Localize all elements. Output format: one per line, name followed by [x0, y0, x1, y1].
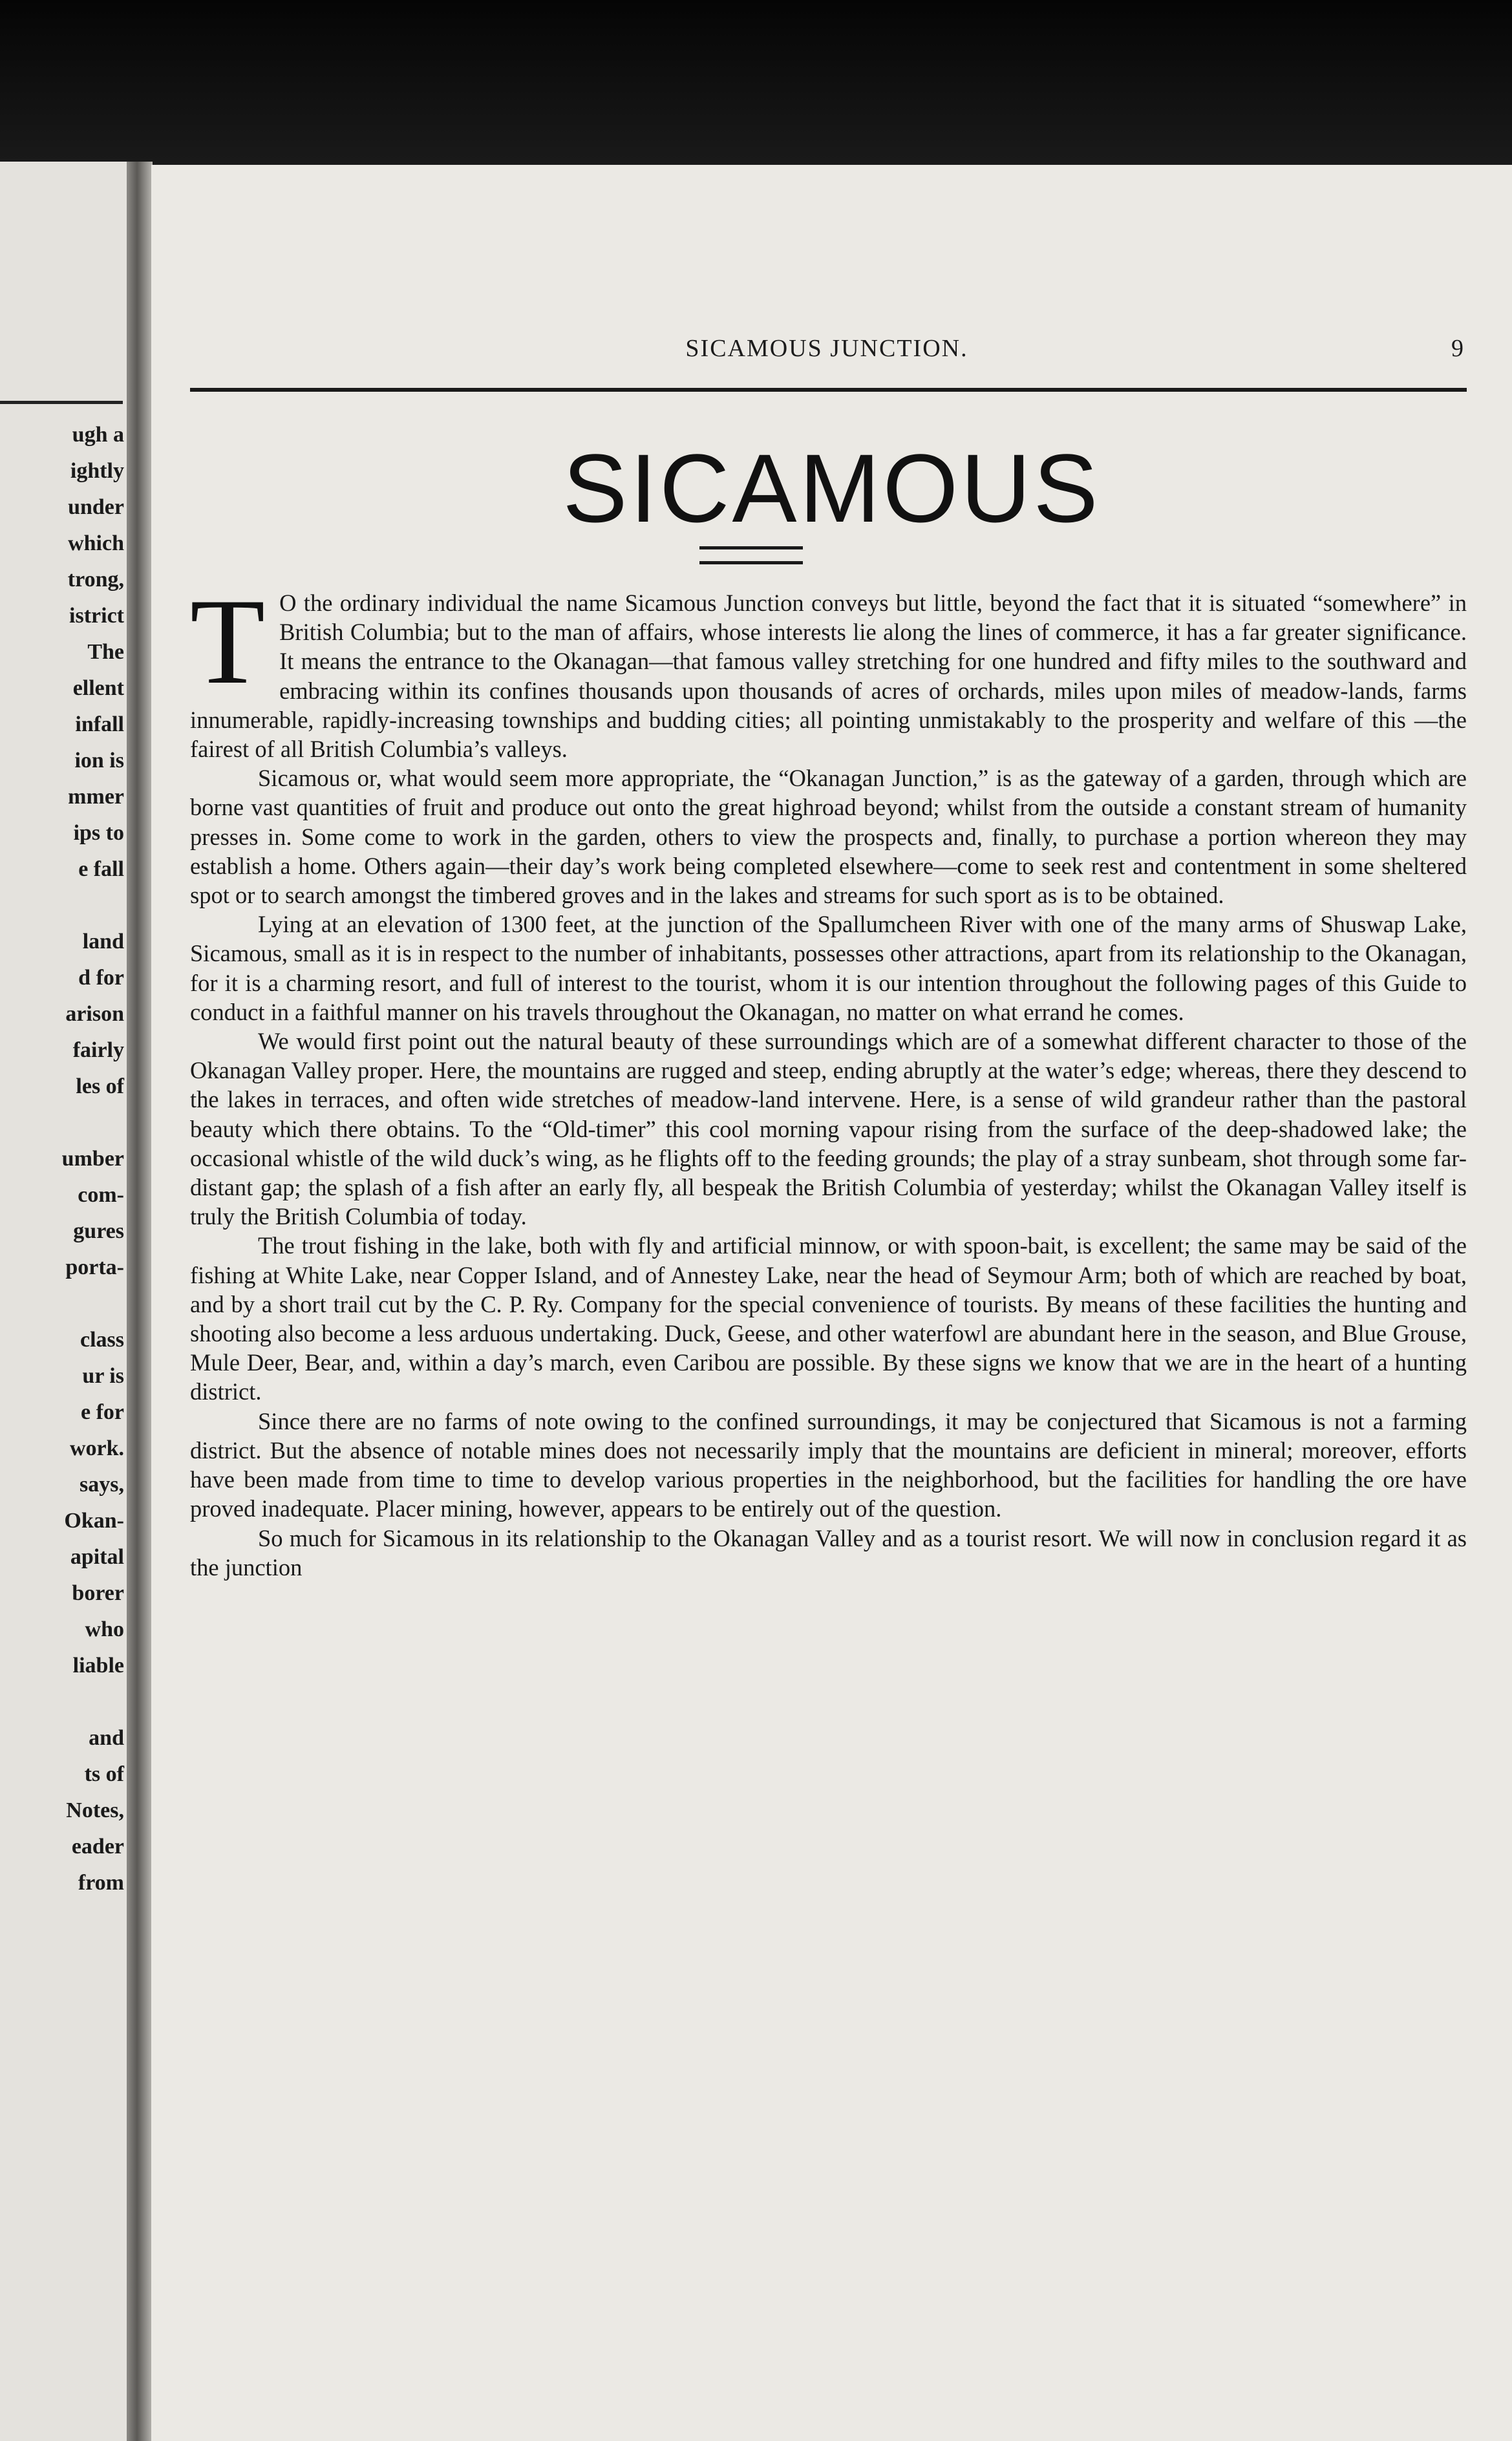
- facing-page-line: under: [68, 495, 124, 519]
- book-gutter: [127, 162, 153, 2441]
- facing-page-line: ips to: [73, 821, 124, 845]
- running-head: [190, 334, 1464, 373]
- facing-page-line: eader: [71, 1835, 124, 1859]
- paragraph: So much for Sicamous in its relationship to the Okanagan Valley and as a tourist resort. We will now in conclusion regard it as the junction: [190, 1524, 1467, 1581]
- facing-page-line: porta-: [65, 1255, 124, 1279]
- facing-page-line: Okan-: [64, 1509, 124, 1533]
- paragraph: We would first point out the natural beauty of these surroundings which are of a somewhat different character to those of the Okanagan Valley proper. Here, the mountains are rugged and steep, ending abruptly at the water’s edge; whereas, there they descend to the lakes in terraces, and often wide stretches of meadow-land intervene. Here, is a sense of wild grandeur rather than the pastoral beauty which there obtains. To the “Old-timer” this cool morning vapour rising from the surface of the deep-shadowed lake; the occasional whistle of the wild duck’s wing, as he flights off to the feeding grounds; the play of a stray sunbeam, shot through some far-distant gap; the splash of a fish after an early fly, all bespeak the British Columbia of yesterday; whilst the Okanagan Valley itself is truly the British Columbia of today.: [190, 1028, 1467, 1230]
- facing-page-line: which: [68, 531, 124, 555]
- main-page: [151, 165, 1512, 2441]
- facing-page-line: trong,: [67, 568, 124, 592]
- facing-page-line: ugh a: [72, 423, 124, 447]
- facing-page-rule: [0, 401, 123, 404]
- facing-page-line: umber: [61, 1147, 124, 1171]
- scanner-background: [0, 0, 1512, 168]
- facing-page-line: istrict: [69, 604, 124, 628]
- drop-cap: T: [190, 574, 266, 710]
- facing-page-line: com-: [78, 1183, 124, 1207]
- facing-page-fragment: [0, 162, 129, 2441]
- facing-page-line: says,: [80, 1473, 124, 1497]
- facing-page-line: e fall: [78, 857, 124, 881]
- facing-page-line: ion is: [74, 749, 124, 773]
- facing-page-line: ur is: [82, 1364, 124, 1388]
- paragraph: Sicamous or, what would seem more appropriate, the “Okanagan Junction,” is as the gateway of a garden, through which are borne vast quantities of fruit and produce out onto the great highroad beyond; whilst from the outside a constant stream of humanity presses in. Some come to work in the garden, others to view the prospects and, finally, to purchase a portion whereon they may establish a home. Others again—their day’s work being completed elsewhere—come to seek rest and contentment in some sheltered spot or to search amongst the timbered groves and in the lakes and streams for such sport as is to be obtained.: [190, 765, 1467, 909]
- facing-page-line: ellent: [72, 676, 124, 700]
- facing-page-line: land: [82, 930, 124, 954]
- paragraph: Lying at an elevation of 1300 feet, at the junction of the Spallumcheen River with one of the many arms of Shuswap Lake, Sicamous, small as it is in respect to the number of inhabitants, possesses other attractions, apart from its relationship to the Okanagan, for it is a charming resort, and full of interest to the tourist, whom it is our intention throughout the following pages of this Guide to conduct in a faithful manner on his travels throughout the Okanagan, no matter on what errand he comes.: [190, 911, 1467, 1025]
- facing-page-line: borer: [72, 1581, 124, 1605]
- facing-page-line: The: [87, 640, 124, 664]
- facing-page-line: ightly: [70, 459, 124, 483]
- facing-page-line: gures: [73, 1219, 124, 1243]
- facing-page-line: arison: [65, 1002, 124, 1026]
- paragraph: [190, 574, 1467, 763]
- running-title: SICAMOUS JUNCTION.: [685, 335, 968, 362]
- facing-page-line: d for: [78, 966, 124, 990]
- facing-page-line: work.: [69, 1436, 124, 1460]
- facing-page-line: mmer: [68, 785, 124, 809]
- paragraph-text: O the ordinary individual the name Sicamous Junction conveys but little, beyond the fact that it is situated “somewhere” in British Columbia; but to the man of affairs, whose interests lie along the lines of commerce, it has a far greater significance. It means the entrance to the Okanagan—that famous valley stretching for one hundred and fifty miles to the southward and embracing within its confines thousands upon thousands of acres of orchards, miles upon miles of meadow-lands, farms innumerable, rapidly-increasing townships and budding cities; all pointing unmistakably to the prosperity and welfare of this —the fairest of all British Columbia’s valleys.: [190, 590, 1467, 763]
- facing-page-line: liable: [72, 1654, 124, 1678]
- facing-page-line: from: [78, 1871, 124, 1895]
- article-body: [190, 574, 1467, 1582]
- facing-page-line: class: [80, 1328, 124, 1352]
- facing-page-line: fairly: [72, 1038, 124, 1062]
- title-double-rule: [699, 546, 803, 564]
- facing-page-line: infall: [75, 712, 124, 736]
- facing-page-line: Notes,: [66, 1798, 124, 1822]
- paragraph: Since there are no farms of note owing to the confined surroundings, it may be conjectured that Sicamous is not a farming district. But the absence of notable mines does not necessarily imply that the mountains are deficient in mineral; moreover, efforts have been made from time to time to develop various properties in the neighborhood, but the facilities for handling the ore have proved inadequate. Placer mining, however, appears to be entirely out of the question.: [190, 1407, 1467, 1522]
- facing-page-line: ts of: [84, 1762, 124, 1786]
- facing-page-line: who: [85, 1617, 124, 1641]
- header-rule: [190, 388, 1467, 392]
- facing-page-line: e for: [80, 1400, 124, 1424]
- article-title: SICAMOUS: [562, 434, 1101, 542]
- facing-page-text-column: [0, 417, 124, 1901]
- facing-page-line: apital: [70, 1545, 124, 1569]
- page-number: 9: [1451, 335, 1464, 362]
- facing-page-line: and: [89, 1726, 124, 1750]
- facing-page-line: les of: [76, 1074, 124, 1098]
- paragraph: The trout fishing in the lake, both with fly and artificial minnow, or with spoon-bait, is excellent; the same may be said of the fishing at White Lake, near Copper Island, and of Annestey Lake, near the head of Seymour Arm; both of which are reached by boat, and by a short trail cut by the C. P. Ry. Company for the special convenience of tourists. By means of these facilities the hunting and shooting also become a less arduous undertaking. Duck, Geese, and other waterfowl are abundant here in the season, and Blue Grouse, Mule Deer, Bear, and, within a day’s march, even Caribou are possible. By these signs we know that we are in the heart of a hunting district.: [190, 1232, 1467, 1405]
